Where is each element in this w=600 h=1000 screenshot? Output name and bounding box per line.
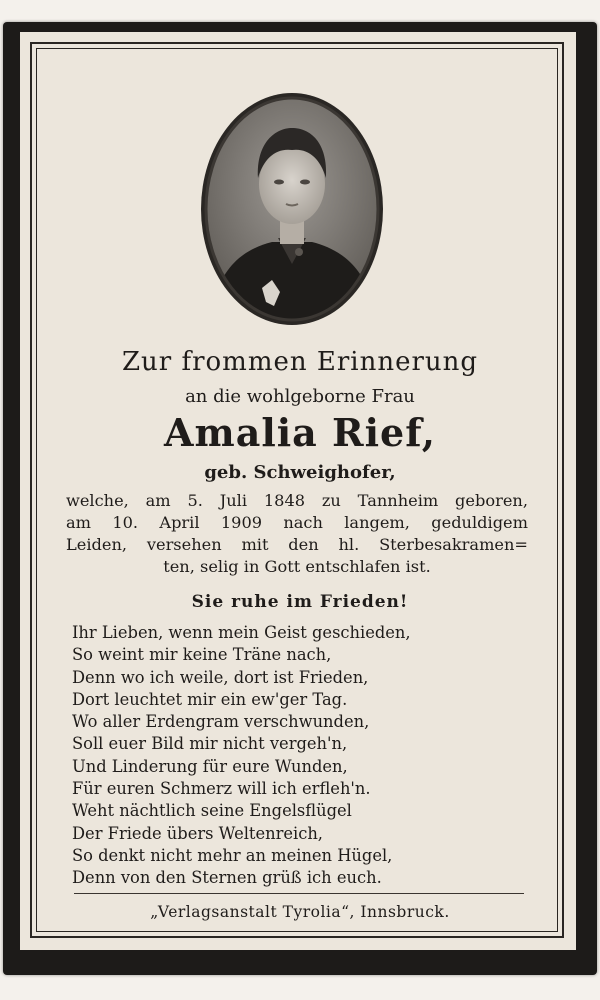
poem-line: Dort leuchtet mir ein ew'ger Tag.: [72, 689, 348, 709]
memorial-subheading: an die wohlgeborne Frau: [185, 386, 415, 407]
biography-line: welche, am 5. Juli 1848 zu Tannheim geboren,: [66, 491, 528, 510]
rest-in-peace: Sie ruhe im Frieden!: [191, 592, 409, 612]
poem-line: Für euren Schmerz will ich erfleh'n.: [72, 779, 371, 799]
publisher-imprint: „Verlagsanstalt Tyrolia“, Innsbruck.: [150, 903, 450, 921]
maiden-name: geb. Schweighofer,: [204, 462, 396, 483]
biography-text: [66, 490, 528, 578]
footer-divider: [74, 893, 524, 894]
deceased-name: Amalia Rief,: [164, 410, 436, 455]
biography-line: ten, selig in Gott entschlafen ist.: [163, 557, 431, 576]
biography-line: am 10. April 1909 nach langem, geduldigem: [66, 513, 528, 532]
poem-line: Soll euer Bild mir nicht vergeh'n,: [72, 734, 348, 754]
poem-line: So denkt nicht mehr an meinen Hügel,: [72, 845, 393, 865]
poem-line: Ihr Lieben, wenn mein Geist geschieden,: [72, 623, 411, 642]
memorial-heading: Zur frommen Erinnerung: [121, 347, 479, 377]
biography-line: Leiden, versehen mit den hl. Sterbesakramen=: [66, 535, 528, 554]
poem-line: So weint mir keine Träne nach,: [72, 645, 332, 665]
memorial-poem: [72, 622, 512, 890]
poem-line: Denn wo ich weile, dort ist Frieden,: [72, 667, 369, 687]
poem-line: Wo aller Erdengram verschwunden,: [72, 712, 370, 732]
portrait-photo: [200, 92, 384, 326]
poem-line: Der Friede übers Weltenreich,: [72, 823, 323, 843]
poem-line: Weht nächtlich seine Engelsflügel: [72, 801, 352, 821]
poem-line: Und Linderung für eure Wunden,: [72, 756, 348, 776]
poem-line: Denn von den Sternen grüß ich euch.: [72, 868, 382, 888]
